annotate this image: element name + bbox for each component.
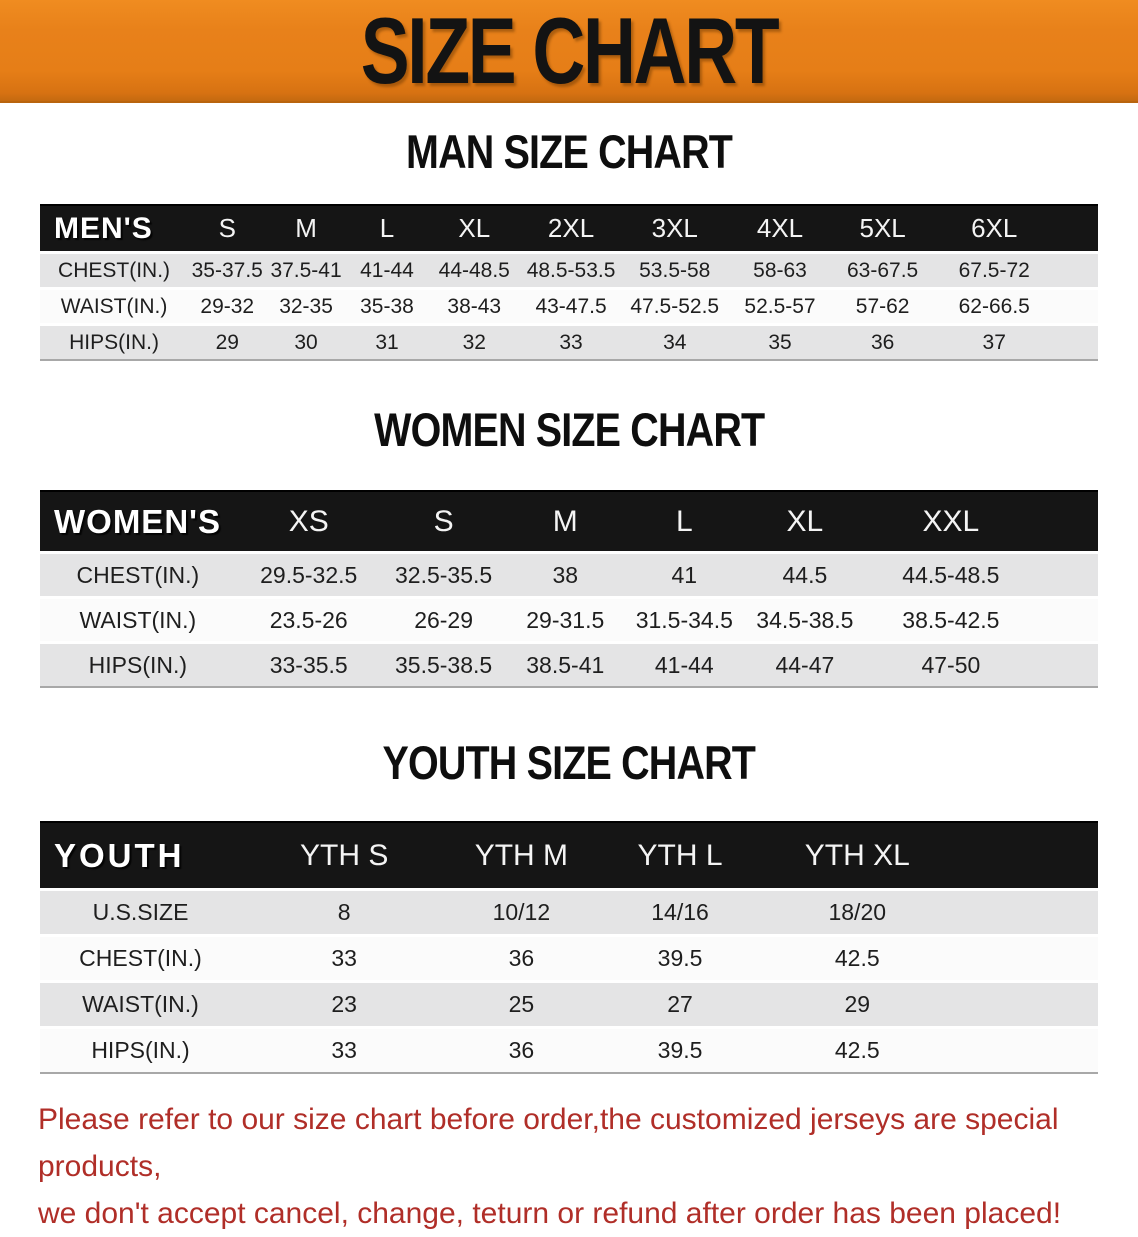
size-value: 62-66.5: [933, 290, 1056, 326]
size-value: 35-38: [346, 290, 429, 326]
size-value: 38-43: [428, 290, 520, 326]
column-header: YTH M: [447, 821, 595, 891]
size-value: 18/20: [765, 891, 950, 937]
youth-header-row: [40, 821, 1098, 891]
women-header-row: [40, 490, 1098, 554]
size-value: 41-44: [346, 254, 429, 290]
size-value: [950, 937, 1098, 983]
size-value: 36: [447, 937, 595, 983]
size-value: 23: [241, 983, 447, 1029]
disclaimer: [38, 1096, 1118, 1237]
column-header: XXL: [866, 490, 1035, 554]
size-value: [1036, 599, 1098, 644]
column-header: [950, 821, 1098, 891]
size-value: [950, 891, 1098, 937]
column-header: YTH S: [241, 821, 447, 891]
banner-title: SIZE CHART: [360, 0, 778, 103]
column-header: XS: [236, 490, 382, 554]
size-value: 29-32: [188, 290, 266, 326]
men-section-heading-text: MAN SIZE CHART: [406, 125, 732, 178]
size-value: [1056, 290, 1098, 326]
size-value: [950, 983, 1098, 1029]
table-row: [40, 326, 1098, 361]
size-value: 34.5-38.5: [744, 599, 867, 644]
size-value: 25: [447, 983, 595, 1029]
men-section-heading: [0, 127, 1138, 186]
column-header: 3XL: [622, 204, 728, 254]
size-value: 26-29: [382, 599, 506, 644]
women-section-heading-text: WOMEN SIZE CHART: [373, 403, 765, 456]
size-value: [1056, 326, 1098, 361]
size-chart-banner: [0, 0, 1138, 103]
size-value: 36: [832, 326, 933, 361]
size-value: 38.5-42.5: [866, 599, 1035, 644]
size-value: 30: [266, 326, 345, 361]
row-label: CHEST(IN.): [40, 254, 188, 290]
row-label: CHEST(IN.): [40, 937, 241, 983]
women-section-heading: [0, 405, 1138, 464]
column-header: M: [506, 490, 626, 554]
size-value: 41-44: [625, 644, 743, 688]
row-label: HIPS(IN.): [40, 1029, 241, 1074]
size-value: 47.5-52.5: [622, 290, 728, 326]
column-header: [1036, 490, 1098, 554]
column-header: L: [625, 490, 743, 554]
size-value: 35-37.5: [188, 254, 266, 290]
row-label: U.S.SIZE: [40, 891, 241, 937]
table-row: [40, 290, 1098, 326]
size-value: 32-35: [266, 290, 345, 326]
disclaimer-line-2: we don't accept cancel, change, teturn or refund after order has been placed!: [38, 1197, 1062, 1230]
size-value: [1036, 644, 1098, 688]
size-value: 32: [428, 326, 520, 361]
row-label: WAIST(IN.): [40, 599, 236, 644]
column-header: YTH XL: [765, 821, 950, 891]
table-corner-label: YOUTH: [40, 821, 241, 891]
size-value: 44.5-48.5: [866, 554, 1035, 599]
size-value: [950, 1029, 1098, 1074]
column-header: YTH L: [595, 821, 764, 891]
table-corner-label: MEN'S: [40, 204, 188, 254]
table-row: [40, 891, 1098, 937]
size-value: 27: [595, 983, 764, 1029]
size-value: 39.5: [595, 937, 764, 983]
column-header: M: [266, 204, 345, 254]
size-value: 44-47: [744, 644, 867, 688]
size-value: 29-31.5: [506, 599, 626, 644]
men-size-table: [40, 204, 1098, 361]
youth-section-heading: [0, 738, 1138, 797]
size-value: 33: [241, 937, 447, 983]
size-value: 36: [447, 1029, 595, 1074]
size-value: 42.5: [765, 937, 950, 983]
column-header: S: [382, 490, 506, 554]
size-value: 48.5-53.5: [520, 254, 622, 290]
size-value: 14/16: [595, 891, 764, 937]
size-value: 35.5-38.5: [382, 644, 506, 688]
size-value: 29: [188, 326, 266, 361]
size-value: 44-48.5: [428, 254, 520, 290]
size-value: 33-35.5: [236, 644, 382, 688]
column-header: XL: [744, 490, 867, 554]
size-value: 31: [346, 326, 429, 361]
size-value: 47-50: [866, 644, 1035, 688]
size-value: 35: [728, 326, 833, 361]
size-value: 37.5-41: [266, 254, 345, 290]
size-value: 31.5-34.5: [625, 599, 743, 644]
size-value: 44.5: [744, 554, 867, 599]
size-value: 39.5: [595, 1029, 764, 1074]
size-value: 29: [765, 983, 950, 1029]
column-header: 6XL: [933, 204, 1056, 254]
row-label: HIPS(IN.): [40, 326, 188, 361]
size-value: 33: [241, 1029, 447, 1074]
size-value: 53.5-58: [622, 254, 728, 290]
table-row: [40, 644, 1098, 688]
column-header: S: [188, 204, 266, 254]
size-value: 10/12: [447, 891, 595, 937]
size-value: 67.5-72: [933, 254, 1056, 290]
column-header: [1056, 204, 1098, 254]
men-header-row: [40, 204, 1098, 254]
size-value: 38: [506, 554, 626, 599]
size-value: 23.5-26: [236, 599, 382, 644]
table-row: [40, 937, 1098, 983]
size-value: 34: [622, 326, 728, 361]
table-row: [40, 983, 1098, 1029]
size-value: 37: [933, 326, 1056, 361]
youth-size-table: [40, 821, 1098, 1074]
row-label: WAIST(IN.): [40, 983, 241, 1029]
size-value: 58-63: [728, 254, 833, 290]
row-label: HIPS(IN.): [40, 644, 236, 688]
table-row: [40, 254, 1098, 290]
column-header: 2XL: [520, 204, 622, 254]
table-corner-label: WOMEN'S: [40, 490, 236, 554]
size-value: [1036, 554, 1098, 599]
table-row: [40, 1029, 1098, 1074]
size-value: 29.5-32.5: [236, 554, 382, 599]
size-value: 43-47.5: [520, 290, 622, 326]
size-value: 38.5-41: [506, 644, 626, 688]
youth-section-heading-text: YOUTH SIZE CHART: [382, 736, 756, 789]
size-value: [1056, 254, 1098, 290]
row-label: CHEST(IN.): [40, 554, 236, 599]
column-header: 4XL: [728, 204, 833, 254]
row-label: WAIST(IN.): [40, 290, 188, 326]
size-value: 41: [625, 554, 743, 599]
size-value: 32.5-35.5: [382, 554, 506, 599]
size-value: 42.5: [765, 1029, 950, 1074]
size-value: 33: [520, 326, 622, 361]
size-value: 57-62: [832, 290, 933, 326]
column-header: XL: [428, 204, 520, 254]
size-value: 52.5-57: [728, 290, 833, 326]
size-value: 8: [241, 891, 447, 937]
column-header: L: [346, 204, 429, 254]
table-row: [40, 599, 1098, 644]
disclaimer-line-1: Please refer to our size chart before order,the customized jerseys are special products,: [38, 1103, 1059, 1183]
column-header: 5XL: [832, 204, 933, 254]
table-row: [40, 554, 1098, 599]
women-size-table: [40, 490, 1098, 688]
size-value: 63-67.5: [832, 254, 933, 290]
